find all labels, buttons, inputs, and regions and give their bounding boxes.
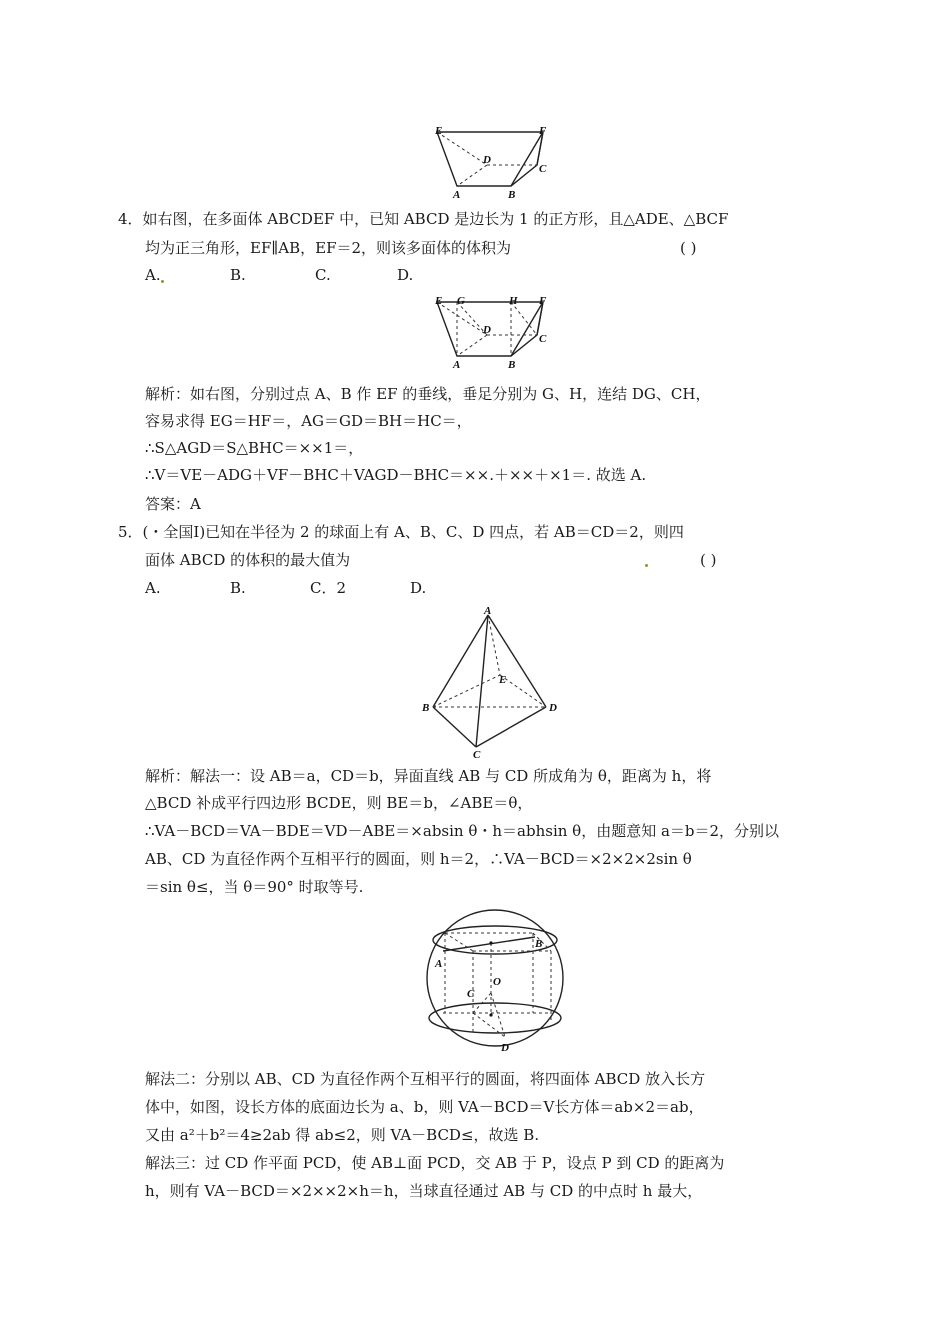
sol5a-line4: AB、CD 为直径作两个互相平行的圆面，则 h＝2，∴VA－BCD＝×2×2×2sin θ — [145, 850, 692, 868]
sol4-answer: 答案：A — [145, 495, 201, 513]
sol4-line4: ∴V＝VE－ADG＋VF－BHC＋VAGD－BHC＝××.＋××＋×1＝. 故选 A. — [145, 466, 647, 484]
sol5a-line5: ＝sin θ≤，当 θ＝90° 时取等号. — [145, 878, 364, 896]
label-D: D — [501, 1042, 509, 1054]
label-F: F — [539, 125, 547, 137]
sol5b-line5: h，则有 VA－BCD＝×2××2×h＝h，当球直径通过 AB 与 CD 的中点时 h 最大， — [145, 1182, 703, 1200]
q5-option-a[interactable]: A. — [145, 579, 161, 597]
label-E: E — [435, 295, 443, 307]
label-E: E — [499, 674, 507, 686]
q5-option-d[interactable]: D. — [410, 579, 427, 597]
q5-option-c[interactable]: C．2 — [310, 579, 347, 597]
q5-line2: 面体 ABCD 的体积的最大值为 — [145, 551, 351, 569]
label-C: C — [539, 333, 547, 345]
label-A: A — [484, 605, 492, 617]
stray-dot — [645, 564, 648, 567]
figure-sphere — [415, 905, 575, 1055]
stray-dot — [161, 280, 164, 283]
label-A: A — [453, 189, 461, 201]
q4-answer-bracket: ( ) — [680, 239, 697, 257]
sol5a-line1: 解析：解法一：设 AB＝a，CD＝b，异面直线 AB 与 CD 所成角为 θ，距离为 h，将 — [145, 767, 712, 785]
sol4-line2: 容易求得 EG＝HF＝，AG＝GD＝BH＝HC＝， — [145, 412, 472, 430]
q4-line2: 均为正三角形，EF∥AB，EF＝2，则该多面体的体积为 — [145, 239, 512, 257]
q5-answer-bracket: ( ) — [700, 551, 717, 569]
label-C: C — [473, 749, 481, 761]
sol5a-line3: ∴VA－BCD＝VA－BDE＝VD－ABE＝×absin θ・h＝abhsin θ，由题意知 a＝b＝2，分别以 — [145, 822, 780, 840]
q4-option-a[interactable]: A. — [145, 266, 161, 284]
q4-option-b[interactable]: B. — [230, 266, 246, 284]
sol5a-line2: △BCD 补成平行四边形 BCDE，则 BE＝b，∠ABE＝θ， — [145, 794, 533, 812]
label-B: B — [535, 938, 543, 950]
sol4-line1: 解析：如右图，分别过点 A、B 作 EF 的垂线，垂足分别为 G、H，连结 DG、CH， — [145, 385, 711, 403]
sol5b-line1: 解法二：分别以 AB、CD 为直径作两个互相平行的圆面，将四面体 ABCD 放入长方 — [145, 1070, 706, 1088]
figure-polyhedron-1 — [425, 120, 555, 201]
label-C: C — [539, 163, 547, 175]
figure-tetrahedron — [418, 605, 568, 760]
sol4-line3: ∴S△AGD＝S△BHC＝××1＝， — [145, 439, 364, 457]
q4-line1: 4．如右图，在多面体 ABCDEF 中，已知 ABCD 是边长为 1 的正方形，且△ADE、△BCF — [118, 210, 729, 228]
label-A: A — [435, 958, 443, 970]
label-B: B — [508, 189, 516, 201]
label-H: H — [509, 295, 518, 307]
label-A: A — [453, 359, 461, 371]
label-O: O — [493, 976, 501, 988]
q4-option-c[interactable]: C. — [315, 266, 331, 284]
label-C: C — [467, 988, 475, 1000]
label-E: E — [435, 125, 443, 137]
sol5b-line4: 解法三：过 CD 作平面 PCD，使 AB⊥面 PCD，交 AB 于 P，设点 P 到 CD 的距离为 — [145, 1154, 725, 1172]
sol5b-line2: 体中，如图，设长方体的底面边长为 a、b，则 VA－BCD＝V长方体＝ab×2＝ab， — [145, 1098, 704, 1116]
label-D: D — [483, 324, 491, 336]
label-B: B — [422, 702, 430, 714]
label-F: F — [539, 295, 547, 307]
figure-polyhedron-2 — [425, 290, 555, 370]
q5-line1: 5．(・全国Ⅰ)已知在半径为 2 的球面上有 A、B、C、D 四点，若 AB＝CD＝2，则四 — [118, 523, 684, 541]
label-D: D — [483, 154, 491, 166]
label-B: B — [508, 359, 516, 371]
label-D: D — [549, 702, 557, 714]
q5-option-b[interactable]: B. — [230, 579, 246, 597]
label-G: G — [457, 295, 465, 307]
q4-option-d[interactable]: D. — [397, 266, 414, 284]
sol5b-line3: 又由 a²＋b²＝4≥2ab 得 ab≤2，则 VA－BCD≤，故选 B. — [145, 1126, 540, 1144]
